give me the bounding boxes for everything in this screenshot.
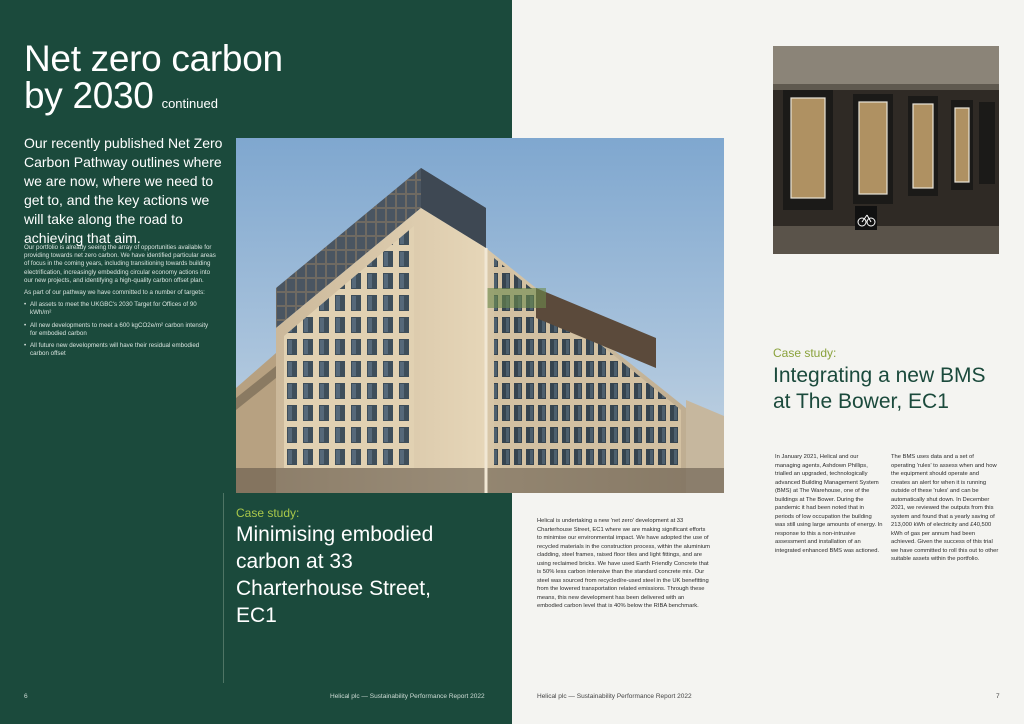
target-item: • All new developments to meet a 600 kgCO2e/m² carbon intensity for embodied carbon xyxy=(24,322,216,338)
building-photo xyxy=(236,138,724,493)
case-study-1-body: Helical is undertaking a new 'net zero' development at 33 Charterhouse Street, EC1 where we are making significant efforts to minimise our environmental impact. We have adopted the use of recycled materials in the construction process, within the aluminium cladding, steel frames, raised floor tiles and light fittings, and are using reclaimed bricks. We have used Earth Friendly Concrete that is 50% less carbon intensive than the standard concrete mix. Our steel was sourced from recycled/re-used steel in the UK benefitting from the lowered transportation related emissions. Through these means, this new development has been delivered with an embodied carbon level that is 40% below the RIBA benchmark. xyxy=(537,518,711,609)
case-study-2-label: Case study: xyxy=(773,346,837,360)
page-number-left: 6 xyxy=(24,693,28,700)
target-item: • All assets to meet the UKGBC's 2030 Target for Offices of 90 kWh/m² xyxy=(24,301,216,317)
page-title xyxy=(24,40,283,122)
footer-report-left: Helical plc — Sustainability Performance Report 2022 xyxy=(330,693,485,700)
bower-photo xyxy=(773,46,999,254)
case-study-2-body-col-1: In January 2021, Helical and our managing agents, Ashdown Phillips, trialled an upgraded, technologically advanced Building Management System (BMS) at The Warehouse, one of the buildings at The Bower. During the pandemic it had been noted that in periods of low occupation the building was still using large amounts of energy. In response to this a non-intrusive assessment and installation of an integrated enhanced BMS was actioned. xyxy=(775,454,883,554)
body-text xyxy=(24,244,216,362)
title-suffix: continued xyxy=(161,96,218,111)
page-number-right: 7 xyxy=(996,693,1000,700)
case-study-2-title: Integrating a new BMS at The Bower, EC1 xyxy=(773,364,986,413)
case-study-1-title: Minimising embodied carbon at 33 Charterhouse Street, EC1 xyxy=(236,523,434,627)
title-line-2: by 2030 xyxy=(24,75,154,116)
title-line-1: Net zero carbon xyxy=(24,38,283,79)
case-study-1-label: Case study: xyxy=(236,506,300,520)
target-item: • All future new developments will have their residual embodied carbon offset xyxy=(24,342,216,358)
body-paragraph-1: Our portfolio is already seeing the array of opportunities available for providing towards net zero carbon. We have identified particular areas of focus in the coming years, including transitioning towards building electrification, increasingly embedding circular economy actions into our new projects, and identifying a high-quality carbon offset plan. xyxy=(24,244,216,284)
body-paragraph-2: As part of our pathway we have committed to a number of targets: xyxy=(24,289,205,297)
footer-report-right: Helical plc — Sustainability Performance Report 2022 xyxy=(537,693,692,700)
case-study-2-body-col-2: The BMS uses data and a set of operating 'rules' to assess when and how the equipment should operate and creates an alert for when it is running outside of these 'rules' and can be automatically shut down. In December 2021, we reviewed the outputs from this system and found that a yearly saving of 213,000 kWh of electricity and £40,500 kWh of gas per annum had been achieved. Given the success of this trial we have committed to roll this out to other suitable assets within the portfolio. xyxy=(891,454,999,562)
column-divider xyxy=(223,493,224,683)
targets-list xyxy=(24,301,216,358)
intro-paragraph: Our recently published Net Zero Carbon Pathway outlines where we are now, where we need to get to, and the key actions we will take along the road to achieving that aim. xyxy=(24,135,223,246)
